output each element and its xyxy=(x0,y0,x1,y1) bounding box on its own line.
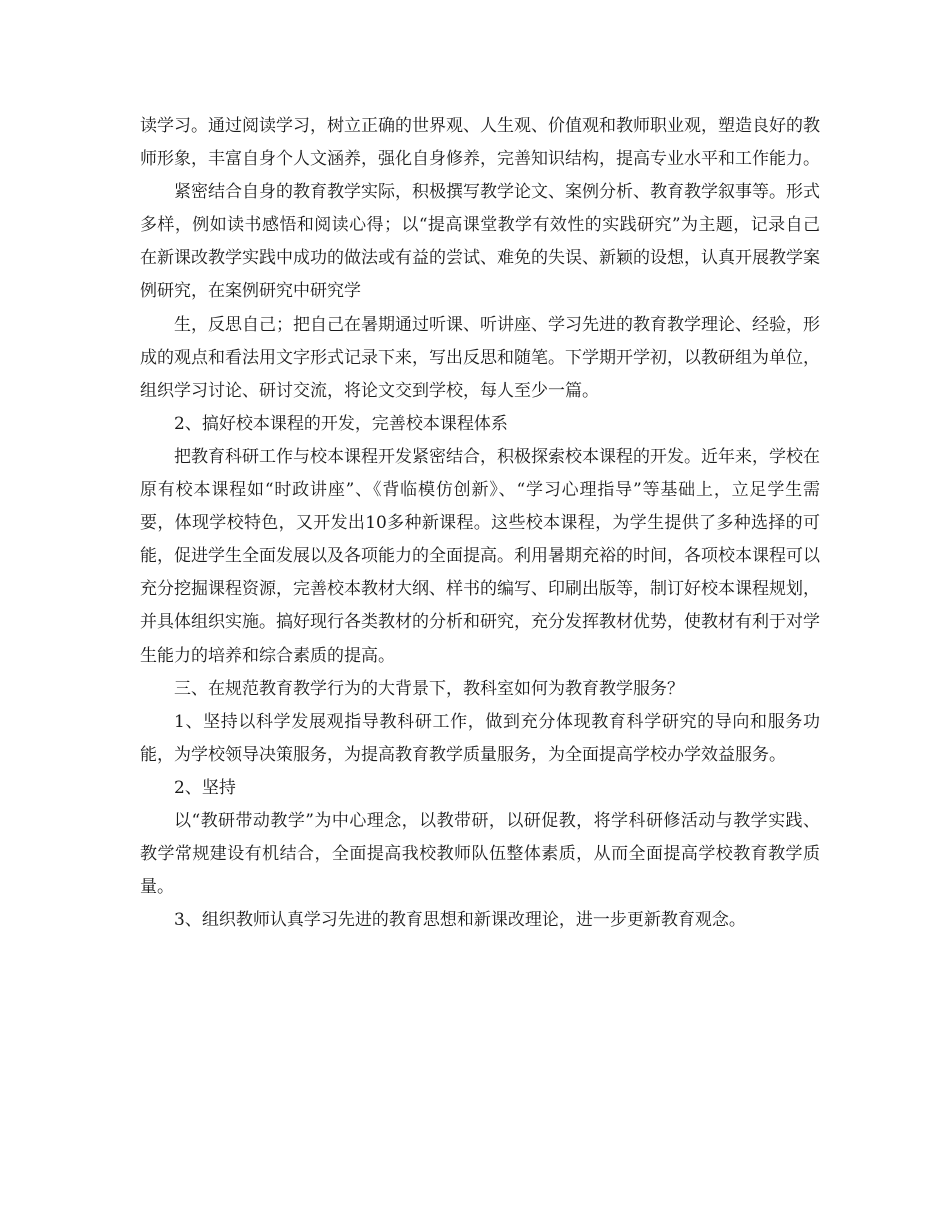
paragraph-point-one: 1、坚持以科学发展观指导教科研工作，做到充分体现教育科学研究的导向和服务功能，为学校领导决策服务，为提高教育教学质量服务，为全面提高学校办学效益服务。 xyxy=(140,711,820,765)
paragraph-point-two-body: 以“教研带动教学”为中心理念，以教带研，以研促教，将学科研修活动与教学实践、教学常规建设有机结合，全面提高我校教师队伍整体素质，从而全面提高学校教育教学质量。 xyxy=(140,810,820,898)
paragraph-reflection: 生，反思自己；把自己在暑期通过听课、听讲座、学习先进的教育教学理论、经验，形成的观点和看法用文字形式记录下来，写出反思和随笔。下学期开学初，以教研组为单位，组织学习讨论、研讨交流，将论文交到学校，每人至少一篇。 xyxy=(140,314,820,401)
paragraph-point-three: 3、组织教师认真学习先进的教育思想和新课改理论，进一步更新教育观念。 xyxy=(174,910,746,931)
paragraph-reading-study: 读学习。通过阅读学习，树立正确的世界观、人生观、价值观和教师职业观，塑造良好的教师形象，丰富自身个人文涵养，强化自身修养，完善知识结构，提高专业水平和工作能力。 xyxy=(140,116,820,170)
heading-school-curriculum: 2、搞好校本课程的开发，完善校本课程体系 xyxy=(174,413,508,434)
paragraph-writing-papers: 紧密结合自身的教育教学实际，积极撰写教学论文、案例分析、教育教学叙事等。形式多样，例如读书感悟和阅读心得；以“提高课堂教学有效性的实践研究”为主题，记录自己在新课改教学实践中成功的做法或有益的尝试、难免的失误、新颖的设想，认真开展教学案例研究，在案例研究中研究学 xyxy=(140,182,820,302)
paragraph-point-two-label: 2、坚持 xyxy=(174,777,236,798)
heading-section-three: 三、在规范教育教学行为的大背景下，教科室如何为教育教学服务？ xyxy=(174,678,684,699)
paragraph-curriculum-development: 把教育科研工作与校本课程开发紧密结合，积极探索校本课程的开发。近年来，学校在原有校本课程如“时政讲座”、《背临模仿创新》、“学习心理指导”等基础上，立足学生需要，体现学校特色，又开发出10多种新课程。这些校本课程，为学生提供了多种选择的可能，促进学生全面发展以及各项能力的全面提高。利用暑期充裕的时间，各项校本课程可以充分挖掘课程资源，完善校本教材大纲、样书的编写、印刷出版等，制订好校本课程规划，并具体组织实施。搞好现行各类教材的分析和研究，充分发挥教材优势，使教材有利于对学生能力的培养和综合素质的提高。 xyxy=(140,446,820,666)
document-body xyxy=(140,110,820,937)
